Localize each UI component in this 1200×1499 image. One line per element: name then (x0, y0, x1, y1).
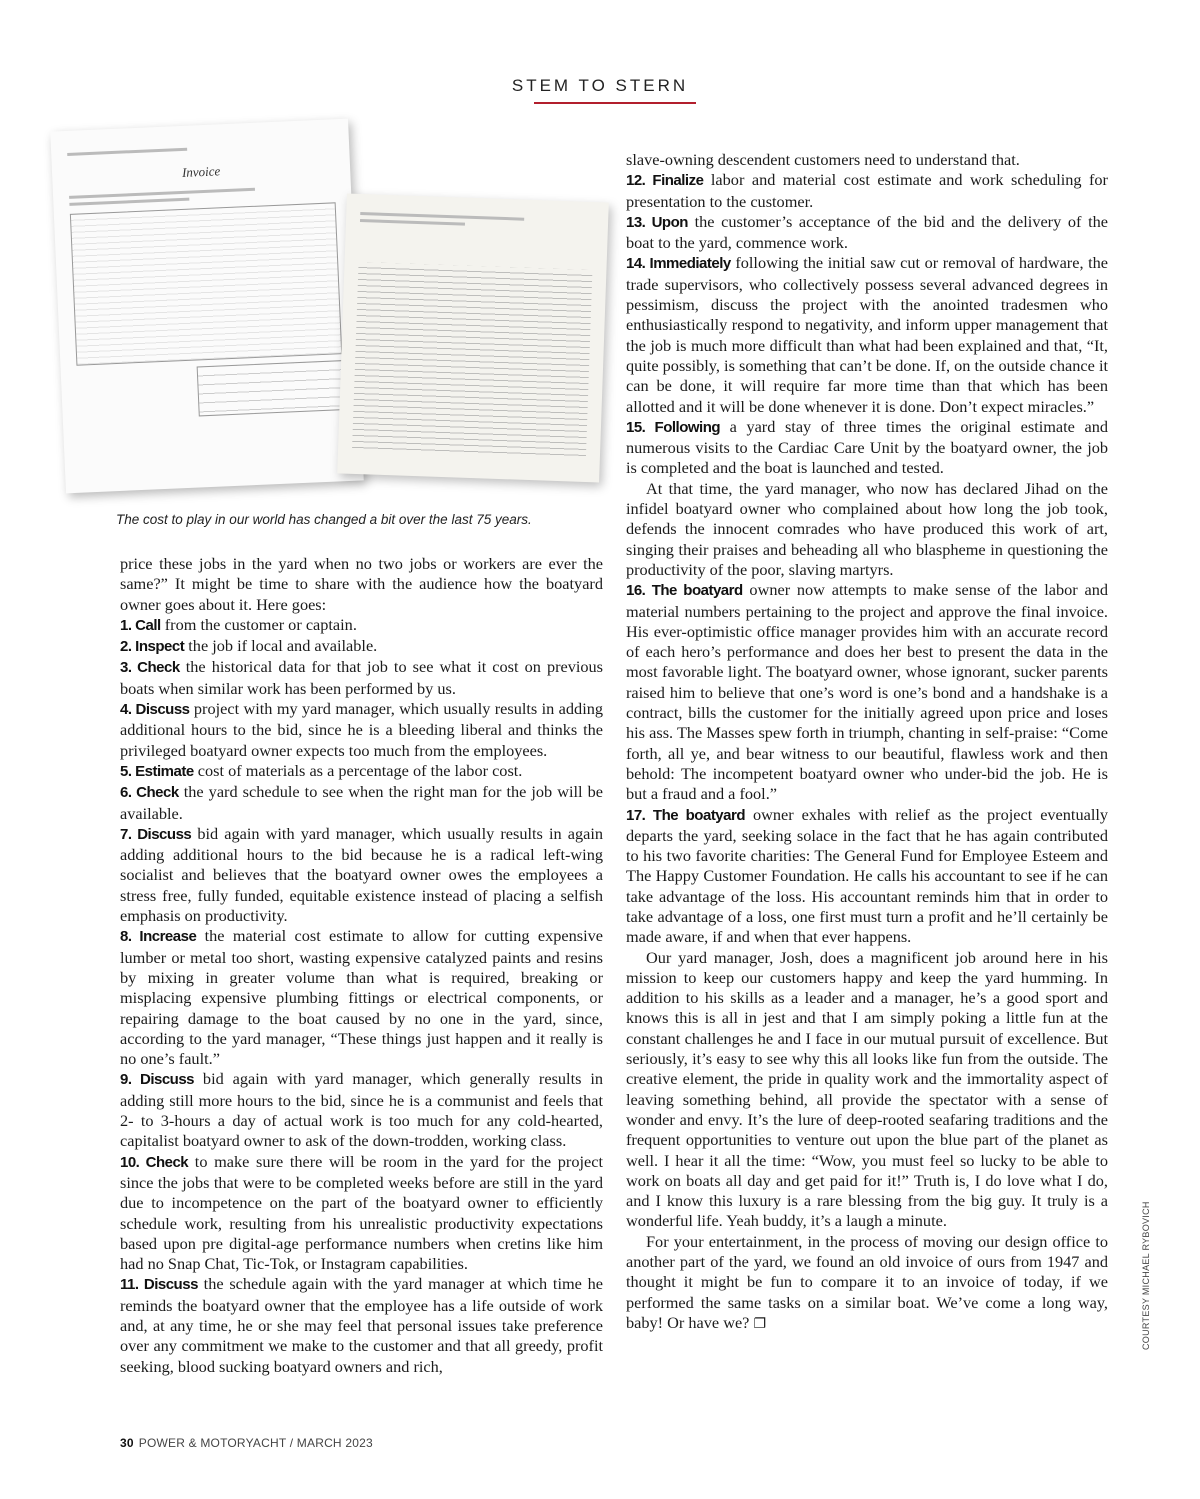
paragraph-text: bid again with yard manager, which generally results in adding still more hours to the bid, since he is a communist and feels that 2- to 3-hours a day of actual work is too much for any cold-hearted, capitalist boatyard owner to ask of the down-trodden, working class. (120, 1069, 603, 1151)
issue-date: MARCH 2023 (296, 1436, 373, 1450)
paragraph-text: owner exhales with relief as the project eventually departs the yard, seeking solace in the fact that he has again contributed to his two favorite charities: The General Fund for Employee Esteem and The Happy Customer Foundation. He calls his accountant to see if he can take advantage of the loss. His accountant reminds him that in order to take advantage of a loss, one first must turn a profit and he’ll certainly be made aware, if and when that ever happens. (626, 804, 1109, 947)
paragraph-text: project with my yard manager, which usually results in adding additional hours to the bid, since he is a bleeding liberal and thinks the privileged boatyard owner expects too much from the employees. (120, 699, 603, 760)
invoice-totals (196, 360, 346, 416)
step-lead: 3. Check (120, 659, 180, 677)
step-lead: 16. The boatyard (626, 582, 743, 600)
paragraph-text: price these jobs in the yard when no two jobs or workers are ever the same?” It might be time to share with the audience how the boatyard owner goes about it. Here goes: (120, 554, 603, 614)
vintage-invoice-lines (352, 262, 592, 460)
step-lead: 10. Check (120, 1153, 189, 1171)
paragraph (626, 170, 1108, 212)
paragraph (120, 824, 603, 926)
step-lead: 2. Inspect (120, 638, 185, 656)
step-lead: 9. Discuss (120, 1071, 195, 1089)
step-lead: 5. Estimate (120, 762, 194, 780)
vintage-1947-invoice-image (337, 194, 609, 483)
paragraph-text: For your entertainment, in the process of moving our design office to another part of the yard, we found an old invoice of ours from 1947 and thought it might be fun to compare it to an invoice of today, if we performed the same tasks on a similar boat. We’ve come a long way, baby! Or have we? (626, 1231, 1108, 1332)
page-footer (120, 1436, 373, 1450)
step-lead: 14. Immediately (626, 255, 731, 273)
paragraph (120, 761, 603, 782)
paragraph (120, 1152, 603, 1275)
step-lead: 6. Check (120, 784, 179, 802)
paragraph (120, 926, 603, 1069)
paragraph-text: owner now attempts to make sense of the labor and material numbers pertaining to the project and approve the final invoice. His ever-optimistic office manager provides him with an accurate record of each hero’s performance and does her best to present the data in the most favorable light. The boatyard owner, whose ignorant, sucker parents raised him to believe that one’s word is one’s bond and a handshake is a contract, bills the customer for the initially agreed upon price and loses his ass. The Masses spew forth in triumph, chanting in self-praise: “Come forth, all ye, and bear witness to our beautiful, flawless work and then behold: The incompetent boatyard owner who under-bid the job. He is but a fraud and a fool.” (626, 580, 1108, 804)
paragraph-text: At that time, the yard manager, who now has declared Jihad on the infidel boatyard owner who complained about how long the job took, defends the innocent comrades who have produced this work of art, singing their praises and beheading all who blaspheme in questioning the productivity of the poor, slaving martyrs. (626, 478, 1108, 579)
publication-name: POWER & MOTORYACHT (138, 1436, 287, 1450)
paragraph-text: the historical data for that job to see what it cost on previous boats when similar work has been performed by us. (120, 657, 604, 698)
paragraph (120, 782, 603, 824)
step-lead: 15. Following (626, 418, 721, 436)
footer-separator: / (289, 1436, 294, 1450)
paragraph-text: the yard schedule to see when the right man for the job will be available. (120, 782, 603, 823)
step-lead: 7. Discuss (120, 825, 192, 843)
paragraph-text: bid again with yard manager, which usually results in again adding additional hours to the bid because he is a radical left-wing socialist and believes that the boatyard owner owes the employees a stress free, fully funded, equitable existence instead of placing a selfish emphasis on productivity. (120, 823, 603, 926)
step-lead: 8. Increase (120, 928, 197, 946)
paragraph (626, 580, 1108, 804)
modern-invoice-image (50, 119, 364, 494)
paragraph-text: the customer’s acceptance of the bid and the delivery of the boat to the yard, commence work. (626, 211, 1109, 253)
step-lead: 11. Discuss (120, 1276, 198, 1294)
step-lead: 17. The boatyard (626, 806, 745, 824)
paragraph-text: from the customer or captain. (160, 614, 357, 634)
end-mark-icon: ❐ (753, 1315, 767, 1332)
paragraph (626, 253, 1108, 416)
paragraph (120, 554, 603, 615)
paragraph (626, 150, 1108, 170)
paragraph-text: slave-owning descendent customers need to understand that. (626, 150, 1020, 169)
paragraph (626, 805, 1108, 948)
right-column (626, 150, 1108, 1334)
paragraph (626, 417, 1108, 479)
step-lead: 12. Finalize (626, 172, 704, 190)
paragraph (626, 212, 1108, 254)
paragraph-text: the material cost estimate to allow for cutting expensive lumber or metal too short, wasting expensive catalyzed paints and resins by mixing in greater volume than what is required, breaking or misplacing expensive plumbing fittings or electrical components, or repairing damage to the boat caused by no one in the yard, since, according to the yard manager, “These things just happen and it really is no one’s fault.” (120, 926, 603, 1069)
paragraph-text: following the initial saw cut or removal of hardware, the trade supervisors, who collectively possess several advanced degrees in pessimism, discuss the project with the anointed tradesmen who enthusiastically respond to negativity, and inform upper management that the job is much more difficult than what had been explained and that, “It, quite possibly, is something that can’t be done. If, on the outside chance it can be done, it will require far more time than that which has been allotted and it will be done whenever it is done. Don’t expect miracles.” (626, 253, 1108, 416)
left-column (120, 554, 603, 1377)
running-head: STEM TO STERN (511, 76, 689, 95)
paragraph-text: the schedule again with the yard manager at which time he reminds the boatyard owner that the employee has a life outside of work and, at any time, he or she may feel that personal issues take preference over any commitment we make to the customer and that all greedy, profit seeking, blood sucking boatyard owners and rich, (120, 1274, 603, 1376)
paragraph (626, 479, 1108, 580)
paragraph-text: to make sure there will be room in the yard for the project since the jobs that were to be completed weeks before are still in the yard due to incompetence on the part of the boatyard owner to efficiently schedule work, resulting from his unrealistic productivity expectations based upon pre digital-age performance numbers when cretins like him had no Snap Chat, Tic-Tok, or Instagram capabilities. (120, 1151, 603, 1274)
paragraph (120, 1274, 603, 1376)
step-lead: 13. Upon (626, 213, 688, 231)
paragraph-text: the job if local and available. (184, 636, 378, 656)
paragraph (120, 699, 603, 761)
header-rule (534, 102, 696, 104)
page-number: 30 (120, 1436, 134, 1450)
paragraph (120, 636, 603, 657)
paragraph-text: Our yard manager, Josh, does a magnificent job around here in his mission to keep our customers happy and keep the yard humming. In addition to his skills as a leader and a manager, he’s a good sport and knows this is all in jest and that I am simply poking a little fun at the constant challenges he and I face in our mutual pursuit of excellence. But seriously, it’s easy to see why this all looks like fun from the outside. The creative element, the pride in quality work and the immortality aspect of leaving something behind, all provide the spectator with a sense of wonder and envy. It’s the lure of deep-rooted seafaring traditions and the frequent opportunities to venture out upon the blue part of the planet as well. I hear it all the time: “Wow, you must feel so lucky to be able to work on boats all day and get paid for it!” Truth is, I do love what I do, and I know this luxury is a rare blessing from the big guy. It truly is a wonderful life. Yeah buddy, it’s a laugh a minute. (626, 947, 1108, 1231)
invoice-title: Invoice (181, 163, 221, 180)
figure-caption: The cost to play in our world has changed a bit over the last 75 years. (116, 512, 532, 527)
paragraph-text: cost of materials as a percentage of the labor cost. (193, 760, 523, 780)
paragraph-text: labor and material cost estimate and work scheduling for presentation to the customer. (626, 170, 1108, 211)
invoice-line-items (70, 202, 342, 365)
step-lead: 1. Call (120, 616, 161, 634)
step-lead: 4. Discuss (120, 701, 190, 719)
paragraph-text: a yard stay of three times the original estimate and numerous visits to the Cardiac Care Unit by the boatyard owner, the job is completed and the boat is launched and tested. (626, 416, 1108, 478)
paragraph (120, 1069, 603, 1151)
paragraph (120, 657, 603, 699)
photo-credit: COURTESY MICHAEL RYBOVICH (1141, 1201, 1151, 1350)
paragraph (120, 615, 603, 636)
paragraph (626, 948, 1108, 1232)
paragraph (626, 1232, 1108, 1334)
